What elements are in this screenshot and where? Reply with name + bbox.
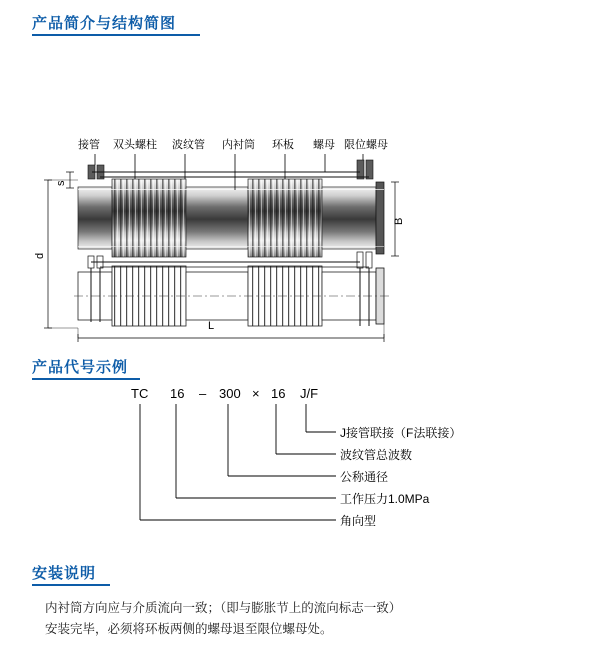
product-code-diagram xyxy=(0,378,600,548)
product-code-leader-lines xyxy=(0,378,600,548)
title-underline-install xyxy=(32,584,110,586)
structure-diagram xyxy=(0,60,600,350)
page-title-code: 产品代号示例 xyxy=(32,359,129,376)
callout-label-liner: 内衬筒 xyxy=(222,139,255,151)
code-part-times: × xyxy=(252,386,260,401)
install-note-line-1: 内衬筒方向应与介质流向一致；（即与膨胀节上的流向标志一致） xyxy=(45,601,402,615)
code-part-pressure: 16 xyxy=(170,386,185,401)
page-title-install: 安装说明 xyxy=(32,565,97,582)
page-title-intro: 产品简介与结构简图 xyxy=(32,15,177,32)
code-legend-waves: 波纹管总波数 xyxy=(340,448,413,462)
dimension-label-s: s xyxy=(55,180,67,186)
code-legend-type: 角向型 xyxy=(340,514,377,528)
structure-diagram-svg xyxy=(0,60,600,350)
callout-label-bellows: 波纹管 xyxy=(172,139,205,151)
code-legend-joint: J接管联接（F法联接） xyxy=(340,426,462,440)
callout-label-limit-nut: 限位螺母 xyxy=(344,139,388,151)
install-notes xyxy=(45,598,565,640)
code-part-series: TC xyxy=(131,386,149,401)
callout-label-nut: 螺母 xyxy=(313,139,335,151)
code-part-dash: – xyxy=(199,386,207,401)
callout-label-stud-bolt: 双头螺柱 xyxy=(113,139,157,151)
callout-label-pipe: 接管 xyxy=(78,139,100,151)
code-part-waves: 16 xyxy=(271,386,286,401)
dimension-label-d: d xyxy=(34,252,46,259)
dimension-label-L: L xyxy=(208,320,215,332)
title-underline-intro xyxy=(32,34,200,36)
code-part-diameter: 300 xyxy=(219,386,241,401)
dimension-label-B: B xyxy=(393,217,405,225)
code-part-joint: J/F xyxy=(300,386,319,401)
install-note-line-2: 安装完毕，必须将环板两侧的螺母退至限位螺母处。 xyxy=(45,622,333,636)
callout-label-ring-plate: 环板 xyxy=(272,139,294,151)
code-legend-pressure: 工作压力1.0MPa xyxy=(340,492,430,506)
code-legend-diameter: 公称通径 xyxy=(340,470,389,484)
